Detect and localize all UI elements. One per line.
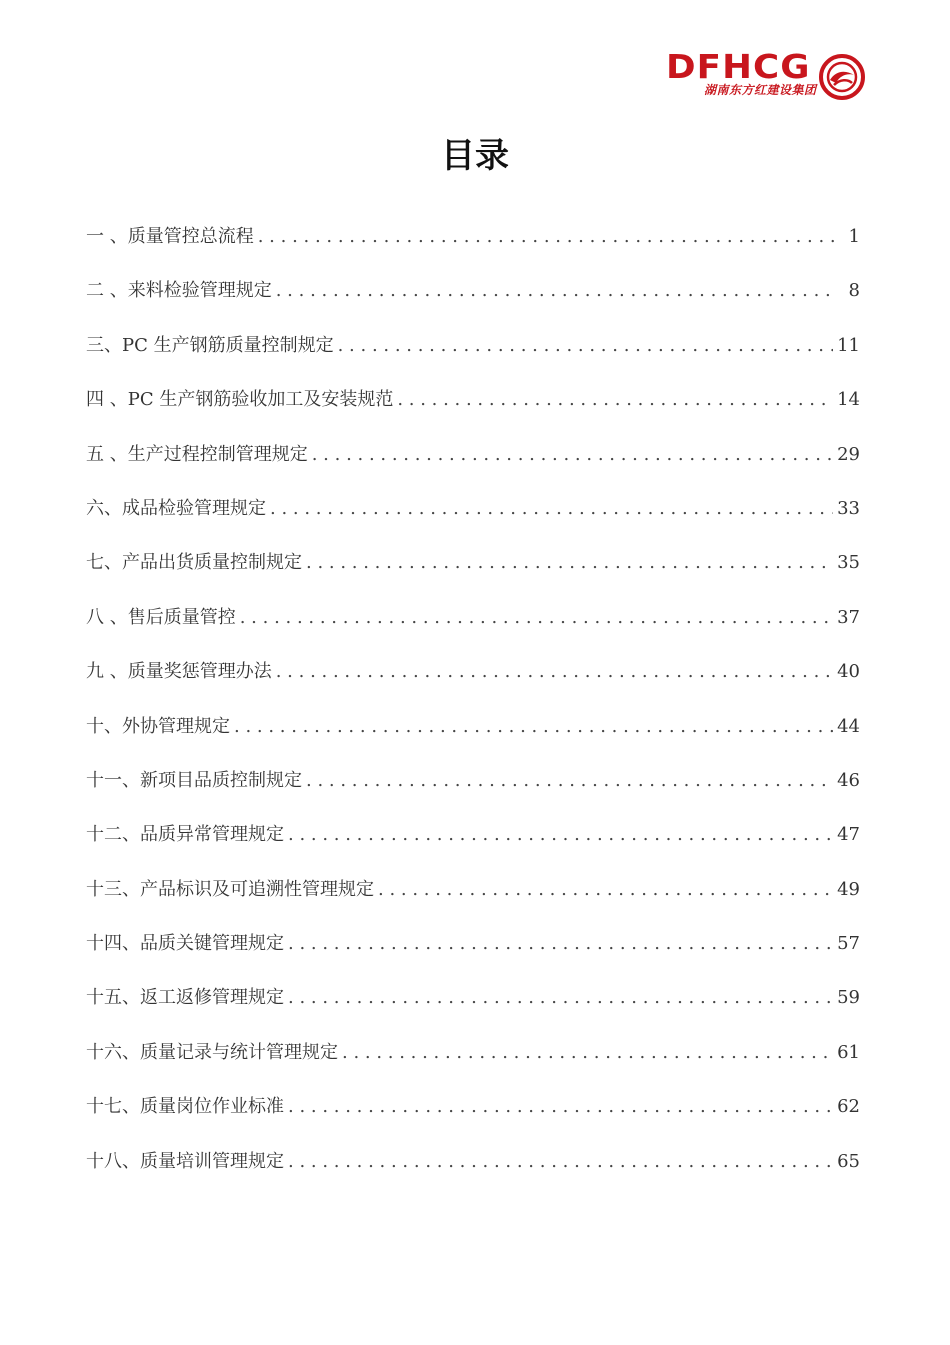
toc-dot-leader [270, 498, 833, 519]
toc-entry[interactable] [86, 983, 860, 1037]
toc-entry[interactable] [86, 276, 860, 330]
toc-entry[interactable] [86, 1092, 860, 1146]
toc-entry-label: 十二、品质异常管理规定 [86, 824, 284, 846]
toc-entry[interactable] [86, 548, 860, 602]
toc-entry[interactable] [86, 331, 860, 385]
toc-entry[interactable] [86, 222, 860, 276]
toc-entry-label: 九 、质量奖惩管理办法 [86, 661, 272, 683]
table-of-contents [86, 222, 860, 1201]
toc-entry-label: 一 、质量管控总流程 [86, 226, 254, 247]
toc-entry-label: 十五、返工返修管理规定 [86, 987, 284, 1009]
toc-dot-leader [338, 335, 833, 356]
toc-entry[interactable] [86, 440, 860, 494]
toc-entry-label: 十四、品质关键管理规定 [86, 933, 284, 955]
toc-entry-page: 29 [837, 443, 860, 465]
toc-dot-leader [378, 879, 833, 900]
toc-dot-leader [288, 933, 833, 954]
toc-entry[interactable] [86, 766, 860, 820]
toc-dot-leader [276, 280, 836, 301]
toc-entry-page: 59 [837, 987, 860, 1009]
toc-entry-page: 61 [837, 1041, 860, 1063]
toc-dot-leader [288, 1151, 833, 1172]
toc-entry-page: 62 [837, 1096, 860, 1118]
logo-text: DFHCG [666, 47, 811, 86]
toc-entry[interactable] [86, 929, 860, 983]
company-logo [666, 47, 871, 102]
toc-dot-leader [312, 444, 833, 465]
toc-dot-leader [240, 607, 833, 628]
toc-dot-leader [234, 716, 833, 737]
toc-entry-page: 14 [837, 389, 860, 411]
toc-entry-label: 十六、质量记录与统计管理规定 [86, 1041, 338, 1063]
toc-entry-label: 四 、PC 生产钢筋验收加工及安装规范 [86, 389, 394, 411]
toc-dot-leader [288, 1096, 833, 1117]
toc-dot-leader [306, 552, 833, 573]
logo-subtitle: 湖南东方红建设集团 [704, 83, 817, 97]
toc-entry-label: 十、外协管理规定 [86, 715, 230, 737]
toc-entry-label: 八 、售后质量管控 [86, 606, 236, 628]
toc-entry-page: 49 [837, 878, 860, 900]
toc-dot-leader [288, 987, 833, 1008]
toc-entry-label: 二 、来料检验管理规定 [86, 280, 272, 302]
toc-dot-leader [276, 661, 833, 682]
toc-dot-leader [342, 1042, 833, 1063]
toc-entry-page: 37 [837, 606, 860, 628]
toc-entry-page: 1 [848, 226, 860, 247]
toc-entry[interactable] [86, 1147, 860, 1201]
toc-entry-page: 57 [837, 933, 860, 955]
toc-entry-page: 33 [837, 497, 860, 519]
toc-dot-leader [397, 389, 833, 410]
toc-entry[interactable] [86, 1038, 860, 1092]
toc-dot-leader [288, 824, 833, 845]
toc-entry-label: 三、PC 生产钢筋质量控制规定 [86, 334, 334, 356]
toc-entry-page: 35 [837, 552, 860, 574]
toc-entry[interactable] [86, 494, 860, 548]
toc-entry-page: 47 [837, 824, 860, 846]
toc-entry[interactable] [86, 385, 860, 439]
toc-entry-label: 十八、质量培训管理规定 [86, 1150, 284, 1172]
toc-entry[interactable] [86, 603, 860, 657]
toc-entry[interactable] [86, 657, 860, 711]
toc-entry-label: 十一、新项目品质控制规定 [86, 769, 302, 791]
toc-entry[interactable] [86, 712, 860, 766]
toc-entry-label: 十七、质量岗位作业标准 [86, 1096, 284, 1118]
toc-entry[interactable] [86, 820, 860, 874]
toc-entry-label: 六、成品检验管理规定 [86, 497, 266, 519]
page-title: 目录 [441, 136, 509, 176]
logo-emblem-icon [818, 53, 866, 101]
toc-entry-page: 46 [837, 769, 860, 791]
toc-dot-leader [258, 226, 836, 247]
toc-entry-label: 十三、产品标识及可追溯性管理规定 [86, 878, 374, 900]
toc-entry-page: 40 [837, 661, 860, 683]
toc-dot-leader [306, 770, 833, 791]
toc-entry-page: 8 [848, 280, 860, 302]
toc-entry-page: 44 [837, 715, 860, 737]
toc-entry-label: 五 、生产过程控制管理规定 [86, 443, 308, 465]
toc-entry-page: 11 [837, 334, 860, 356]
toc-entry-label: 七、产品出货质量控制规定 [86, 552, 302, 574]
toc-entry-page: 65 [837, 1150, 860, 1172]
toc-entry[interactable] [86, 875, 860, 929]
